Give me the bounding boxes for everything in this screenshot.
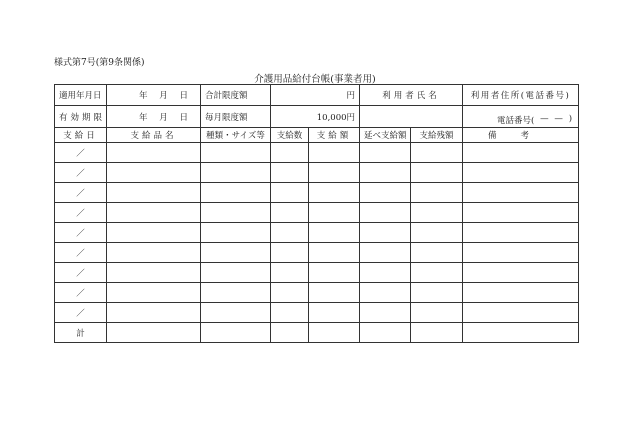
ledger-table: [54, 84, 579, 343]
date-cell[interactable]: ／: [55, 163, 107, 183]
type-cell[interactable]: [201, 163, 271, 183]
table-row: [55, 143, 579, 163]
form-number-label: 様式第7号(第9条関係): [54, 58, 145, 68]
date-cell[interactable]: ／: [55, 303, 107, 323]
user-address-field[interactable]: [463, 106, 579, 128]
quantity-cell[interactable]: [271, 263, 309, 283]
monthly-limit-label: 毎月限度額: [201, 106, 271, 128]
table-row: [55, 243, 579, 263]
item-cell[interactable]: [107, 323, 201, 343]
application-date-field[interactable]: [107, 85, 201, 106]
cumulative-cell[interactable]: [360, 163, 411, 183]
validity-row: [55, 106, 579, 128]
column-header: 種類・サイズ等: [201, 128, 271, 143]
total-limit-field[interactable]: 円: [271, 85, 360, 106]
phone-dash: —: [540, 114, 549, 124]
phone-dash: —: [554, 114, 563, 124]
cumulative-cell[interactable]: [360, 203, 411, 223]
cumulative-cell[interactable]: [360, 263, 411, 283]
item-cell[interactable]: [107, 203, 201, 223]
total-row: [55, 323, 579, 343]
user-name-label: 利用者氏名: [360, 85, 463, 106]
table-row: [55, 183, 579, 203]
cumulative-cell[interactable]: [360, 323, 411, 343]
item-cell[interactable]: [107, 263, 201, 283]
quantity-cell[interactable]: [271, 303, 309, 323]
table-row: [55, 163, 579, 183]
cumulative-cell[interactable]: [360, 283, 411, 303]
column-header: 支給数: [271, 128, 309, 143]
validity-date-field[interactable]: [107, 106, 201, 128]
type-cell[interactable]: [201, 243, 271, 263]
amount-cell[interactable]: [309, 243, 360, 263]
notes-cell[interactable]: [463, 303, 579, 323]
date-cell[interactable]: ／: [55, 143, 107, 163]
amount-cell[interactable]: [309, 143, 360, 163]
remaining-cell[interactable]: [411, 223, 463, 243]
item-cell[interactable]: [107, 183, 201, 203]
table-row: [55, 203, 579, 223]
item-cell[interactable]: [107, 303, 201, 323]
date-cell[interactable]: ／: [55, 203, 107, 223]
notes-cell[interactable]: [463, 243, 579, 263]
amount-cell[interactable]: [309, 203, 360, 223]
item-cell[interactable]: [107, 143, 201, 163]
page-title: 介護用品給付台帳(事業者用): [254, 74, 376, 85]
amount-cell[interactable]: [309, 323, 360, 343]
notes-cell[interactable]: [463, 163, 579, 183]
year-label: 年: [139, 112, 148, 123]
type-cell[interactable]: [201, 183, 271, 203]
quantity-cell[interactable]: [271, 203, 309, 223]
table-row: [55, 303, 579, 323]
amount-cell[interactable]: [309, 163, 360, 183]
remaining-cell[interactable]: [411, 303, 463, 323]
remaining-cell[interactable]: [411, 243, 463, 263]
item-cell[interactable]: [107, 163, 201, 183]
cumulative-cell[interactable]: [360, 303, 411, 323]
remaining-cell[interactable]: [411, 323, 463, 343]
item-cell[interactable]: [107, 243, 201, 263]
notes-cell[interactable]: [463, 223, 579, 243]
notes-cell[interactable]: [463, 263, 579, 283]
month-label: 月: [159, 91, 168, 101]
remaining-cell[interactable]: [411, 183, 463, 203]
date-cell[interactable]: ／: [55, 223, 107, 243]
cumulative-cell[interactable]: [360, 183, 411, 203]
amount-cell[interactable]: [309, 183, 360, 203]
remaining-cell[interactable]: [411, 163, 463, 183]
quantity-cell[interactable]: [271, 143, 309, 163]
column-header: 備考: [463, 128, 579, 143]
notes-cell[interactable]: [463, 143, 579, 163]
table-row: [55, 283, 579, 303]
type-cell[interactable]: [201, 203, 271, 223]
column-header: 支給品名: [107, 128, 201, 143]
day-label: 日: [179, 112, 188, 123]
type-cell[interactable]: [201, 143, 271, 163]
monthly-limit-field: 10,000円: [271, 106, 360, 128]
column-header: 支給日: [55, 128, 107, 143]
date-cell[interactable]: ／: [55, 283, 107, 303]
remaining-cell[interactable]: [411, 283, 463, 303]
user-address-label: 利用者住所(電話番号): [463, 85, 579, 106]
notes-cell[interactable]: [463, 283, 579, 303]
total-label: 計: [55, 323, 107, 343]
application-date-label: 適用年月日: [55, 85, 107, 106]
cumulative-cell[interactable]: [360, 243, 411, 263]
quantity-cell[interactable]: [271, 183, 309, 203]
phone-close: ): [568, 114, 573, 124]
remaining-cell[interactable]: [411, 143, 463, 163]
table-row: [55, 263, 579, 283]
notes-cell[interactable]: [463, 203, 579, 223]
column-header-row: [55, 128, 579, 143]
quantity-cell[interactable]: [271, 323, 309, 343]
amount-cell[interactable]: [309, 223, 360, 243]
column-header: 支給額: [309, 128, 360, 143]
column-header: 延べ支給額: [360, 128, 411, 143]
user-name-field[interactable]: [360, 106, 463, 128]
quantity-cell[interactable]: [271, 283, 309, 303]
application-date-row: [55, 85, 579, 106]
remaining-cell[interactable]: [411, 263, 463, 283]
type-cell[interactable]: [201, 223, 271, 243]
amount-cell[interactable]: [309, 263, 360, 283]
notes-cell[interactable]: [463, 183, 579, 203]
cumulative-cell[interactable]: [360, 143, 411, 163]
item-cell[interactable]: [107, 223, 201, 243]
date-cell[interactable]: ／: [55, 263, 107, 283]
item-cell[interactable]: [107, 283, 201, 303]
date-cell[interactable]: ／: [55, 183, 107, 203]
day-label: 日: [179, 91, 188, 101]
type-cell[interactable]: [201, 263, 271, 283]
quantity-cell[interactable]: [271, 163, 309, 183]
phone-label: 電話番号(: [497, 116, 535, 126]
notes-cell[interactable]: [463, 323, 579, 343]
remaining-cell[interactable]: [411, 203, 463, 223]
quantity-cell[interactable]: [271, 243, 309, 263]
type-cell[interactable]: [201, 323, 271, 343]
type-cell[interactable]: [201, 303, 271, 323]
table-row: [55, 223, 579, 243]
year-label: 年: [139, 91, 148, 101]
amount-cell[interactable]: [309, 283, 360, 303]
cumulative-cell[interactable]: [360, 223, 411, 243]
amount-cell[interactable]: [309, 303, 360, 323]
type-cell[interactable]: [201, 283, 271, 303]
validity-label: 有効期限: [55, 106, 107, 128]
column-header: 支給残額: [411, 128, 463, 143]
date-cell[interactable]: ／: [55, 243, 107, 263]
quantity-cell[interactable]: [271, 223, 309, 243]
total-limit-label: 合計限度額: [201, 85, 271, 106]
month-label: 月: [159, 112, 168, 123]
